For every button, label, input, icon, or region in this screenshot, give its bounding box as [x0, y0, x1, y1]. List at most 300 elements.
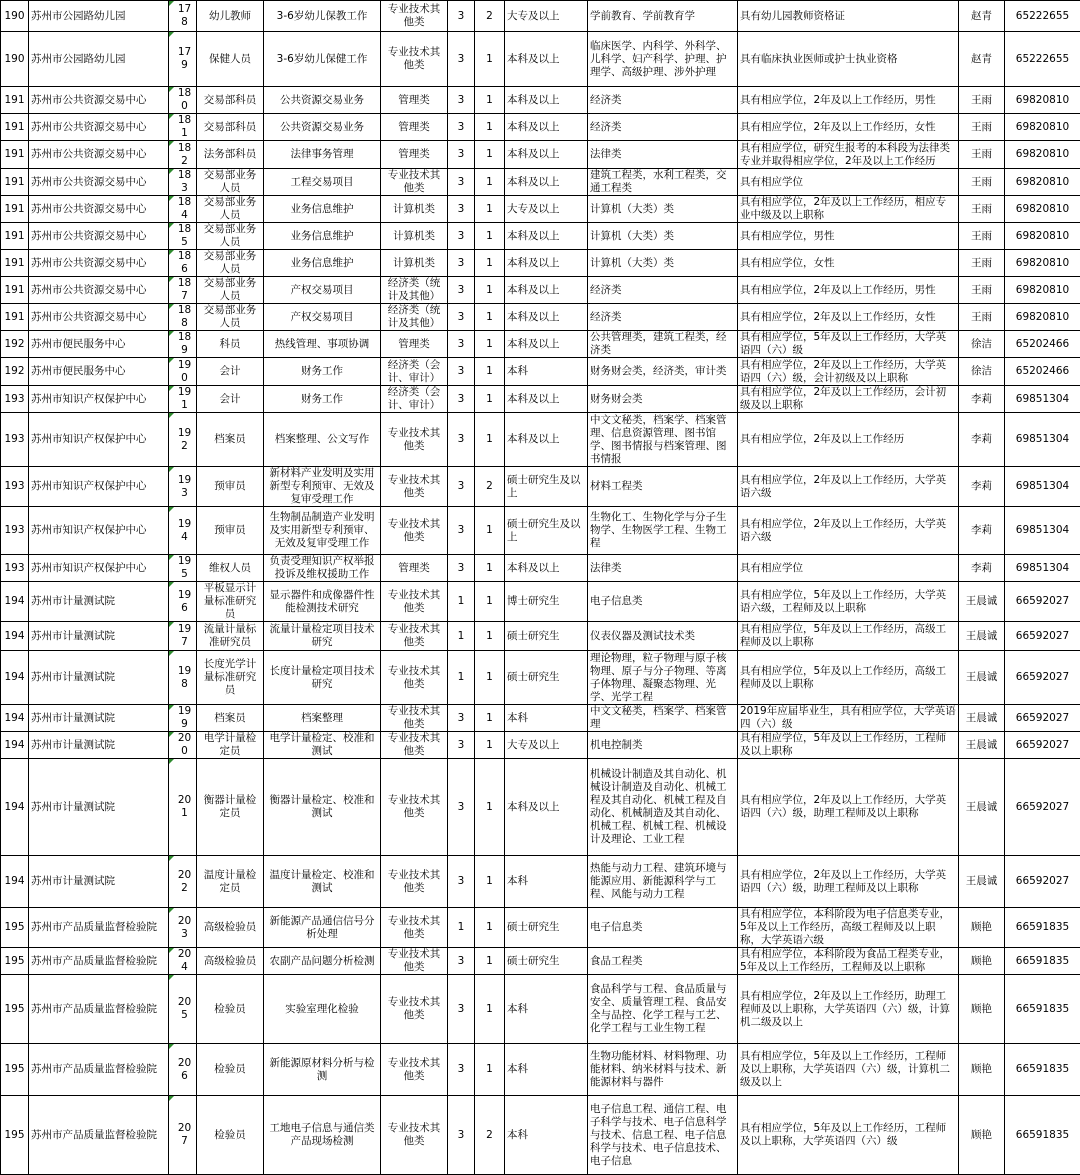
requirements-cell: 具有相应学位，2年及以上工作经历，大学英语六级 [738, 507, 959, 555]
category-cell: 管理类 [381, 114, 448, 141]
duty-cell: 负责受理知识产权举报投诉及维权援助工作 [264, 555, 381, 582]
education-cell: 博士研究生 [505, 582, 588, 622]
phone-cell: 66592027 [1005, 705, 1080, 732]
position-name-cell: 衡器计量检定员 [197, 759, 264, 856]
contact-cell: 王雨 [959, 277, 1005, 304]
category-cell: 专业技术其他类 [381, 732, 448, 759]
count-cell: 2 [475, 1, 505, 32]
duty-cell: 财务工作 [264, 386, 381, 413]
duty-cell: 新能源产品通信信号分析处理 [264, 908, 381, 948]
table-row [1, 386, 1080, 413]
position-code-cell: 203 [169, 908, 197, 948]
contact-cell: 王晨诚 [959, 856, 1005, 908]
education-cell: 本科 [505, 1096, 588, 1175]
contact-cell: 顾艳 [959, 948, 1005, 975]
position-code-cell: 207 [169, 1096, 197, 1175]
count-cell: 1 [475, 32, 505, 87]
seq-cell: 194 [1, 732, 29, 759]
count-cell: 1 [475, 358, 505, 386]
position-name-cell: 检验员 [197, 975, 264, 1044]
seq-cell: 194 [1, 582, 29, 622]
category-cell: 专业技术其他类 [381, 908, 448, 948]
position-code-cell: 194 [169, 507, 197, 555]
seq-cell: 191 [1, 169, 29, 196]
category-cell: 经济类（统计及其他） [381, 304, 448, 331]
contact-cell: 顾艳 [959, 908, 1005, 948]
contact-cell: 王晨诚 [959, 705, 1005, 732]
unit-cell: 苏州市公园路幼儿园 [29, 1, 169, 32]
education-cell: 本科及以上 [505, 141, 588, 169]
major-cell: 学前教育、学前教育学 [588, 1, 738, 32]
position-code-cell: 205 [169, 975, 197, 1044]
contact-cell: 王雨 [959, 114, 1005, 141]
table-body [1, 1, 1080, 1175]
unit-cell: 苏州市产品质量监督检验院 [29, 948, 169, 975]
table-row [1, 856, 1080, 908]
position-name-cell: 预审员 [197, 467, 264, 507]
seq-cell: 191 [1, 196, 29, 223]
phone-cell: 66591835 [1005, 1096, 1080, 1175]
education-cell: 本科及以上 [505, 555, 588, 582]
position-name-cell: 交易部业务人员 [197, 196, 264, 223]
duty-cell: 档案整理 [264, 705, 381, 732]
phone-cell: 69820810 [1005, 141, 1080, 169]
ratio-cell: 3 [448, 1096, 475, 1175]
phone-cell: 66591835 [1005, 948, 1080, 975]
phone-cell: 69820810 [1005, 223, 1080, 250]
unit-cell: 苏州市知识产权保护中心 [29, 467, 169, 507]
count-cell: 1 [475, 908, 505, 948]
category-cell: 专业技术其他类 [381, 1096, 448, 1175]
requirements-cell: 具有相应学位，2年及以上工作经历，相应专业中级及以上职称 [738, 196, 959, 223]
seq-cell: 194 [1, 651, 29, 705]
position-name-cell: 检验员 [197, 1096, 264, 1175]
ratio-cell: 3 [448, 948, 475, 975]
ratio-cell: 3 [448, 250, 475, 277]
position-code-cell: 201 [169, 759, 197, 856]
ratio-cell: 3 [448, 507, 475, 555]
ratio-cell: 3 [448, 1044, 475, 1096]
ratio-cell: 3 [448, 386, 475, 413]
education-cell: 硕士研究生及以上 [505, 467, 588, 507]
position-code-cell: 186 [169, 250, 197, 277]
phone-cell: 69820810 [1005, 87, 1080, 114]
major-cell: 建筑工程类，水利工程类，交通工程类 [588, 169, 738, 196]
ratio-cell: 3 [448, 759, 475, 856]
requirements-cell: 具有临床执业医师或护士执业资格 [738, 32, 959, 87]
major-cell: 公共管理类，建筑工程类，经济类 [588, 331, 738, 358]
table-row [1, 331, 1080, 358]
requirements-cell: 具有相应学位，2年及以上工作经历，男性 [738, 277, 959, 304]
unit-cell: 苏州市公共资源交易中心 [29, 250, 169, 277]
contact-cell: 徐洁 [959, 358, 1005, 386]
unit-cell: 苏州市公共资源交易中心 [29, 169, 169, 196]
requirements-cell: 具有相应学位，2年及以上工作经历，会计初级及以上职称 [738, 386, 959, 413]
table-row [1, 196, 1080, 223]
phone-cell: 66592027 [1005, 732, 1080, 759]
seq-cell: 190 [1, 1, 29, 32]
education-cell: 大专及以上 [505, 196, 588, 223]
requirements-cell: 具有相应学位，2年及以上工作经历，助理工程师及以上职称，大学英语四（六）级，计算机二级及以上 [738, 975, 959, 1044]
phone-cell: 69851304 [1005, 386, 1080, 413]
count-cell: 1 [475, 1044, 505, 1096]
position-code-cell: 192 [169, 413, 197, 467]
category-cell: 专业技术其他类 [381, 856, 448, 908]
seq-cell: 193 [1, 555, 29, 582]
table-row [1, 223, 1080, 250]
count-cell: 1 [475, 386, 505, 413]
duty-cell: 实验室理化检验 [264, 975, 381, 1044]
contact-cell: 王雨 [959, 169, 1005, 196]
ratio-cell: 3 [448, 331, 475, 358]
unit-cell: 苏州市公共资源交易中心 [29, 114, 169, 141]
count-cell: 1 [475, 705, 505, 732]
seq-cell: 191 [1, 277, 29, 304]
position-code-cell: 181 [169, 114, 197, 141]
duty-cell: 流量计量检定项目技术研究 [264, 622, 381, 651]
education-cell: 大专及以上 [505, 732, 588, 759]
education-cell: 本科及以上 [505, 386, 588, 413]
position-code-cell: 182 [169, 141, 197, 169]
education-cell: 本科 [505, 975, 588, 1044]
seq-cell: 193 [1, 386, 29, 413]
unit-cell: 苏州市知识产权保护中心 [29, 386, 169, 413]
count-cell: 1 [475, 732, 505, 759]
education-cell: 硕士研究生 [505, 622, 588, 651]
count-cell: 1 [475, 413, 505, 467]
contact-cell: 赵青 [959, 32, 1005, 87]
position-code-cell: 180 [169, 87, 197, 114]
ratio-cell: 3 [448, 169, 475, 196]
position-code-cell: 199 [169, 705, 197, 732]
education-cell: 硕士研究生及以上 [505, 507, 588, 555]
category-cell: 专业技术其他类 [381, 467, 448, 507]
seq-cell: 191 [1, 87, 29, 114]
duty-cell: 公共资源交易业务 [264, 114, 381, 141]
education-cell: 本科及以上 [505, 250, 588, 277]
duty-cell: 产权交易项目 [264, 277, 381, 304]
contact-cell: 王晨诚 [959, 732, 1005, 759]
duty-cell: 衡器计量检定、校准和测试 [264, 759, 381, 856]
unit-cell: 苏州市知识产权保护中心 [29, 555, 169, 582]
position-name-cell: 温度计量检定员 [197, 856, 264, 908]
major-cell: 临床医学、内科学、外科学、儿科学、妇产科学、护理、护理学、高级护理、涉外护理 [588, 32, 738, 87]
major-cell: 计算机（大类）类 [588, 196, 738, 223]
requirements-cell: 具有相应学位，2年及以上工作经历，女性 [738, 304, 959, 331]
count-cell: 1 [475, 555, 505, 582]
category-cell: 专业技术其他类 [381, 975, 448, 1044]
position-name-cell: 会计 [197, 386, 264, 413]
ratio-cell: 1 [448, 582, 475, 622]
contact-cell: 王雨 [959, 304, 1005, 331]
seq-cell: 192 [1, 358, 29, 386]
major-cell: 计算机（大类）类 [588, 250, 738, 277]
seq-cell: 191 [1, 223, 29, 250]
position-code-cell: 198 [169, 651, 197, 705]
requirements-cell: 具有相应学位，2年及以上工作经历，大学英语六级 [738, 467, 959, 507]
unit-cell: 苏州市公共资源交易中心 [29, 304, 169, 331]
duty-cell: 公共资源交易业务 [264, 87, 381, 114]
education-cell: 本科及以上 [505, 413, 588, 467]
major-cell: 法律类 [588, 555, 738, 582]
requirements-cell: 具有相应学位 [738, 169, 959, 196]
requirements-cell: 具有相应学位，5年及以上工作经历，工程师及以上职称 [738, 732, 959, 759]
position-name-cell: 交易部业务人员 [197, 304, 264, 331]
unit-cell: 苏州市计量测试院 [29, 582, 169, 622]
ratio-cell: 3 [448, 304, 475, 331]
unit-cell: 苏州市计量测试院 [29, 651, 169, 705]
table-row [1, 732, 1080, 759]
table-row [1, 582, 1080, 622]
phone-cell: 65202466 [1005, 358, 1080, 386]
requirements-cell: 具有相应学位，5年及以上工作经历，工程师及以上职称，大学英语四（六）级，计算机二级及以上 [738, 1044, 959, 1096]
ratio-cell: 3 [448, 856, 475, 908]
duty-cell: 农副产品问题分析检测 [264, 948, 381, 975]
position-code-cell: 189 [169, 331, 197, 358]
requirements-cell: 具有相应学位，5年及以上工作经历，高级工程师及以上职称 [738, 622, 959, 651]
position-code-cell: 206 [169, 1044, 197, 1096]
ratio-cell: 3 [448, 975, 475, 1044]
category-cell: 专业技术其他类 [381, 582, 448, 622]
position-name-cell: 维权人员 [197, 555, 264, 582]
position-code-cell: 195 [169, 555, 197, 582]
contact-cell: 李莉 [959, 507, 1005, 555]
requirements-cell: 具有相应学位，5年及以上工作经历，大学英语六级，工程师及以上职称 [738, 582, 959, 622]
seq-cell: 194 [1, 622, 29, 651]
position-name-cell: 流量计量标准研究员 [197, 622, 264, 651]
table-row [1, 948, 1080, 975]
duty-cell: 产权交易项目 [264, 304, 381, 331]
contact-cell: 王雨 [959, 141, 1005, 169]
position-code-cell: 183 [169, 169, 197, 196]
count-cell: 1 [475, 651, 505, 705]
education-cell: 本科 [505, 1044, 588, 1096]
unit-cell: 苏州市计量测试院 [29, 705, 169, 732]
position-code-cell: 179 [169, 32, 197, 87]
major-cell: 中文文秘类，档案学、档案管理、信息资源管理、图书馆学、图书情报与档案管理、图书情报 [588, 413, 738, 467]
category-cell: 专业技术其他类 [381, 1, 448, 32]
position-name-cell: 交易部科员 [197, 114, 264, 141]
ratio-cell: 3 [448, 32, 475, 87]
category-cell: 专业技术其他类 [381, 507, 448, 555]
seq-cell: 195 [1, 1044, 29, 1096]
position-name-cell: 交易部科员 [197, 87, 264, 114]
duty-cell: 工程交易项目 [264, 169, 381, 196]
duty-cell: 财务工作 [264, 358, 381, 386]
duty-cell: 档案整理、公文写作 [264, 413, 381, 467]
table-row [1, 507, 1080, 555]
unit-cell: 苏州市产品质量监督检验院 [29, 908, 169, 948]
duty-cell: 3-6岁幼儿保教工作 [264, 1, 381, 32]
position-code-cell: 185 [169, 223, 197, 250]
position-name-cell: 幼儿教师 [197, 1, 264, 32]
category-cell: 管理类 [381, 87, 448, 114]
education-cell: 本科及以上 [505, 759, 588, 856]
duty-cell: 法律事务管理 [264, 141, 381, 169]
table-row [1, 1096, 1080, 1175]
category-cell: 专业技术其他类 [381, 413, 448, 467]
table-row [1, 304, 1080, 331]
count-cell: 1 [475, 507, 505, 555]
position-code-cell: 202 [169, 856, 197, 908]
unit-cell: 苏州市计量测试院 [29, 759, 169, 856]
duty-cell: 热线管理、事项协调 [264, 331, 381, 358]
table-row [1, 622, 1080, 651]
major-cell: 生物化工、生物化学与分子生物学、生物医学工程、生物工程 [588, 507, 738, 555]
ratio-cell: 3 [448, 1, 475, 32]
count-cell: 1 [475, 87, 505, 114]
position-name-cell: 档案员 [197, 413, 264, 467]
requirements-cell: 具有相应学位，2年及以上工作经历，女性 [738, 114, 959, 141]
table-row [1, 169, 1080, 196]
count-cell: 1 [475, 856, 505, 908]
duty-cell: 电学计量检定、校准和测试 [264, 732, 381, 759]
major-cell: 经济类 [588, 87, 738, 114]
seq-cell: 194 [1, 705, 29, 732]
category-cell: 专业技术其他类 [381, 169, 448, 196]
education-cell: 硕士研究生 [505, 908, 588, 948]
duty-cell: 新材料产业发明及实用新型专利预审、无效及复审受理工作 [264, 467, 381, 507]
count-cell: 1 [475, 223, 505, 250]
duty-cell: 新能源原材料分析与检测 [264, 1044, 381, 1096]
ratio-cell: 3 [448, 413, 475, 467]
seq-cell: 191 [1, 304, 29, 331]
table-row [1, 1044, 1080, 1096]
position-code-cell: 191 [169, 386, 197, 413]
category-cell: 管理类 [381, 331, 448, 358]
seq-cell: 193 [1, 467, 29, 507]
position-name-cell: 科员 [197, 331, 264, 358]
contact-cell: 王晨诚 [959, 622, 1005, 651]
major-cell: 财务财会类，经济类，审计类 [588, 358, 738, 386]
seq-cell: 191 [1, 114, 29, 141]
position-code-cell: 197 [169, 622, 197, 651]
phone-cell: 66592027 [1005, 759, 1080, 856]
contact-cell: 李莉 [959, 386, 1005, 413]
seq-cell: 192 [1, 331, 29, 358]
education-cell: 本科及以上 [505, 169, 588, 196]
position-name-cell: 长度光学计量标准研究员 [197, 651, 264, 705]
count-cell: 1 [475, 196, 505, 223]
table-row [1, 87, 1080, 114]
education-cell: 本科 [505, 705, 588, 732]
ratio-cell: 3 [448, 555, 475, 582]
phone-cell: 66591835 [1005, 908, 1080, 948]
requirements-cell: 具有相应学位，女性 [738, 250, 959, 277]
major-cell: 理论物理，粒子物理与原子核物理、原子与分子物理、等离子体物理、凝聚态物理、光学、光学工程 [588, 651, 738, 705]
education-cell: 本科及以上 [505, 223, 588, 250]
seq-cell: 195 [1, 1096, 29, 1175]
table-row [1, 1, 1080, 32]
position-code-cell: 178 [169, 1, 197, 32]
position-code-cell: 190 [169, 358, 197, 386]
requirements-cell: 具有相应学位，2年及以上工作经历，大学英语四（六）级，助理工程师及以上职称 [738, 856, 959, 908]
position-name-cell: 电学计量检定员 [197, 732, 264, 759]
ratio-cell: 3 [448, 467, 475, 507]
position-name-cell: 高级检验员 [197, 948, 264, 975]
contact-cell: 王晨诚 [959, 759, 1005, 856]
major-cell: 经济类 [588, 114, 738, 141]
unit-cell: 苏州市公共资源交易中心 [29, 223, 169, 250]
major-cell: 热能与动力工程、建筑环境与能源应用、新能源科学与工程、风能与动力工程 [588, 856, 738, 908]
requirements-cell: 具有相应学位，5年及以上工作经历，工程师及以上职称，大学英语四（六）级 [738, 1096, 959, 1175]
category-cell: 专业技术其他类 [381, 622, 448, 651]
count-cell: 1 [475, 250, 505, 277]
major-cell: 食品科学与工程、食品质量与安全、质量管理工程、食品安全与品控、化学工程与工艺、化学工程与工业生物工程 [588, 975, 738, 1044]
category-cell: 管理类 [381, 555, 448, 582]
position-code-cell: 193 [169, 467, 197, 507]
position-name-cell: 检验员 [197, 1044, 264, 1096]
unit-cell: 苏州市产品质量监督检验院 [29, 975, 169, 1044]
phone-cell: 69851304 [1005, 413, 1080, 467]
education-cell: 硕士研究生 [505, 651, 588, 705]
position-name-cell: 预审员 [197, 507, 264, 555]
count-cell: 1 [475, 582, 505, 622]
table-row [1, 114, 1080, 141]
position-name-cell: 保健人员 [197, 32, 264, 87]
contact-cell: 王雨 [959, 250, 1005, 277]
category-cell: 经济类（统计及其他） [381, 277, 448, 304]
education-cell: 本科及以上 [505, 114, 588, 141]
contact-cell: 李莉 [959, 413, 1005, 467]
major-cell: 机械设计制造及其自动化、机械设计制造及自动化、机械工程及其自动化、机械工程及自动化、机械制造及其自动化、机械工程、机械工程、机械设计及理论、工业工程 [588, 759, 738, 856]
phone-cell: 66591835 [1005, 1044, 1080, 1096]
requirements-cell: 具有相应学位，5年及以上工作经历，大学英语四（六）级 [738, 331, 959, 358]
major-cell: 经济类 [588, 304, 738, 331]
table-row [1, 413, 1080, 467]
position-name-cell: 交易部业务人员 [197, 169, 264, 196]
ratio-cell: 3 [448, 705, 475, 732]
category-cell: 计算机类 [381, 196, 448, 223]
unit-cell: 苏州市公园路幼儿园 [29, 32, 169, 87]
contact-cell: 王雨 [959, 196, 1005, 223]
contact-cell: 徐洁 [959, 331, 1005, 358]
education-cell: 本科及以上 [505, 304, 588, 331]
duty-cell: 长度计量检定项目技术研究 [264, 651, 381, 705]
category-cell: 专业技术其他类 [381, 651, 448, 705]
table-row [1, 975, 1080, 1044]
contact-cell: 顾艳 [959, 975, 1005, 1044]
education-cell: 本科 [505, 358, 588, 386]
education-cell: 本科 [505, 856, 588, 908]
unit-cell: 苏州市产品质量监督检验院 [29, 1044, 169, 1096]
major-cell: 仪表仪器及测试技术类 [588, 622, 738, 651]
major-cell: 经济类 [588, 277, 738, 304]
duty-cell: 业务信息维护 [264, 196, 381, 223]
contact-cell: 顾艳 [959, 1044, 1005, 1096]
category-cell: 计算机类 [381, 250, 448, 277]
position-name-cell: 会计 [197, 358, 264, 386]
education-cell: 本科及以上 [505, 87, 588, 114]
contact-cell: 赵青 [959, 1, 1005, 32]
table-row [1, 141, 1080, 169]
phone-cell: 69820810 [1005, 114, 1080, 141]
duty-cell: 温度计量检定、校准和测试 [264, 856, 381, 908]
category-cell: 专业技术其他类 [381, 948, 448, 975]
phone-cell: 69820810 [1005, 196, 1080, 223]
requirements-cell: 具有相应学位，5年及以上工作经历，高级工程师及以上职称 [738, 651, 959, 705]
contact-cell: 王雨 [959, 223, 1005, 250]
ratio-cell: 3 [448, 223, 475, 250]
major-cell: 中文文秘类，档案学、档案管理 [588, 705, 738, 732]
position-name-cell: 交易部业务人员 [197, 277, 264, 304]
seq-cell: 193 [1, 507, 29, 555]
duty-cell: 工地电子信息与通信类产品现场检测 [264, 1096, 381, 1175]
duty-cell: 业务信息维护 [264, 250, 381, 277]
requirements-cell: 具有相应学位，2年及以上工作经历，男性 [738, 87, 959, 114]
count-cell: 1 [475, 759, 505, 856]
phone-cell: 65222655 [1005, 32, 1080, 87]
